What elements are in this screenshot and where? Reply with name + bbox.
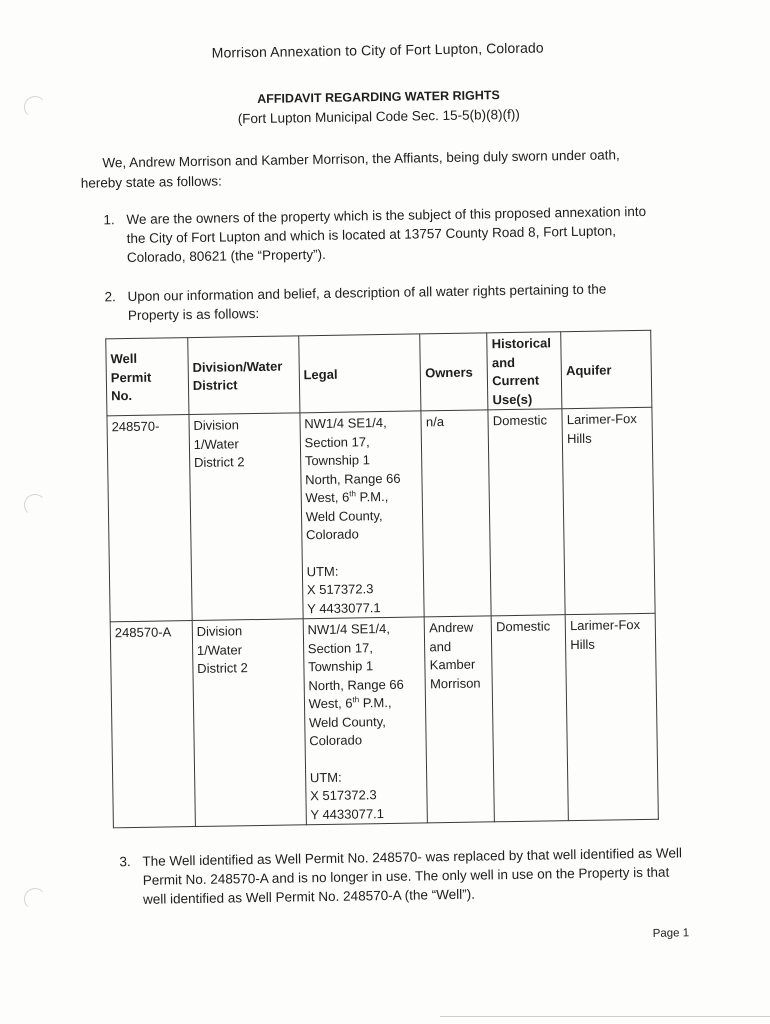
intro-paragraph: We, Andrew Morrison and Kamber Morrison, the Affiants, being duly sworn under oath, hereby state as follows:: [80, 147, 620, 191]
cell-aquifer: Larimer-Fox Hills: [562, 407, 655, 614]
header-legal: Legal: [298, 334, 421, 413]
cell-division: Division 1/Water District 2: [192, 619, 306, 827]
list-item-3: [119, 843, 692, 909]
cell-use: Domestic: [491, 615, 568, 822]
list-item-number: 2.: [104, 289, 116, 305]
cell-legal: NW1/4 SE1/4, Section 17, Township 1 North, Range 66 West, 6th P.M., Weld County, Colorado UTM: X 517372.3 Y 4433077.1: [303, 617, 428, 825]
water-rights-table: [105, 330, 659, 829]
cell-use: Domestic: [488, 409, 565, 616]
header-well-permit: Well Permit No.: [106, 338, 189, 416]
document-subtitle: (Fort Lupton Municipal Code Sec. 15-5(b)(8)(f)): [237, 106, 520, 127]
cell-division: Division 1/Water District 2: [189, 413, 303, 621]
list-item-text: Upon our information and belief, a description of all water rights pertaining to the Property is as follows:: [127, 281, 607, 324]
list-item-text: The Well identified as Well Permit No. 248570- was replaced by that well identified as Well Permit No. 248570-A and is no longer in use. The only well in use on the Property is that well identified as Well Permit No. 248570-A (the “Well”).: [142, 845, 683, 907]
cell-legal: NW1/4 SE1/4, Section 17, Township 1 North, Range 66 West, 6th P.M., Weld County, Colorado UTM: X 517372.3 Y 4433077.1: [300, 411, 425, 619]
cell-owners: n/a: [421, 410, 491, 617]
document-title: AFFIDAVIT REGARDING WATER RIGHTS: [257, 88, 500, 106]
header-use: Historical and Current Use(s): [487, 332, 562, 410]
list-item-number: 3.: [119, 854, 131, 870]
scan-edge-line: [440, 1016, 770, 1017]
table-header-row: [106, 330, 652, 416]
header-owners: Owners: [420, 333, 488, 411]
table-row: [110, 613, 658, 828]
header-aquifer: Aquifer: [561, 330, 652, 408]
cell-well-permit: 248570-: [107, 415, 192, 622]
header-division: Division/Water District: [188, 336, 300, 415]
project-line: Morrison Annexation to City of Fort Lupton, Colorado: [211, 39, 544, 61]
cell-well-permit: 248570-A: [110, 621, 195, 828]
list-item-1: [103, 202, 659, 268]
table-row: [107, 407, 655, 622]
list-item-text: We are the owners of the property which is the subject of this proposed annexation into the City of Fort Lupton and which is located at 13757 County Road 8, Fort Lupton, Colorado, 80621 (the “Property”).: [126, 203, 647, 266]
page-number: Page 1: [652, 927, 690, 940]
cell-owners: Andrew and Kamber Morrison: [424, 616, 494, 823]
list-item-2: [104, 279, 660, 326]
list-item-number: 1.: [103, 212, 115, 228]
cell-aquifer: Larimer-Fox Hills: [565, 613, 658, 820]
